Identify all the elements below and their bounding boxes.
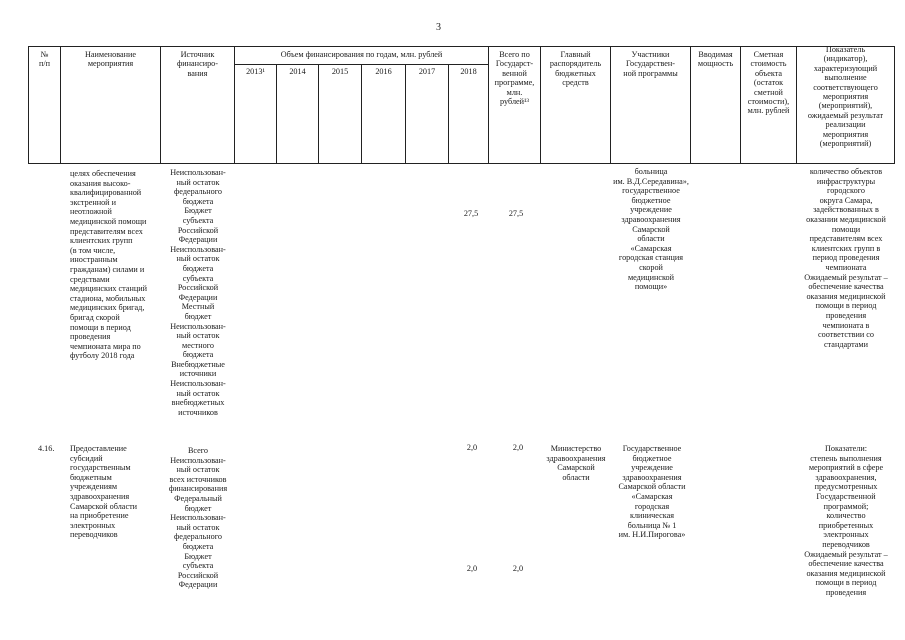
header-budget-manager: Главный распорядитель бюджетных средств xyxy=(549,50,602,88)
row2-regional-total: 2,0 xyxy=(512,564,524,573)
row2-measure-name: Предоставление субсидий государственным бюджетным учреждениям здравоохранения Самарской области на приобретение электронных переводчиков xyxy=(70,444,138,540)
header-bottom-border xyxy=(28,163,895,164)
row1-financing-sources: Неиспользован- ный остаток федерального бюджета Бюджет субъекта Российской Федерации Неиспользован- ный остаток бюджета субъекта Российской Федерации Местный бюджет Неиспользован- ный остаток местного бюджета Внебюджетные источники Неиспользован- ный остаток внебюджетных источников xyxy=(170,168,226,417)
col-divider xyxy=(894,46,895,164)
col-divider xyxy=(361,64,362,164)
header-indicator: Показатель (индикатор), характеризующий выполнение соответствующего мероприятия (мероприятий), ожидаемый результат реализации мероприятия (мероприятий) xyxy=(807,45,884,149)
col-divider xyxy=(448,64,449,164)
row2-indicator: Показатели: степень выполнения мероприятий в сфере здравоохранения, предусмотренных Государственной программой; количество приобретенных электронных переводчиков Ожидаемый результат – обеспечение качества оказания медицинской помощи в период проведения xyxy=(804,444,888,597)
header-year-2013: 2013¹ xyxy=(246,67,265,76)
header-program-total: Всего по Государст- венной программе, млн. рублей¹³ xyxy=(494,50,535,107)
table-top-border xyxy=(28,46,895,47)
row2-value-2018-regional: 2,0 xyxy=(466,564,478,573)
header-estimated-cost: Сметная стоимость объекта (остаток сметной стоимости), млн. рублей xyxy=(747,50,790,116)
header-capacity: Вводимая мощность xyxy=(697,50,734,69)
header-year-2017: 2017 xyxy=(418,67,436,76)
row2-program-total: 2,0 xyxy=(512,443,524,452)
row2-number: 4.16. xyxy=(38,444,55,453)
page-number: 3 xyxy=(436,22,441,33)
row2-budget-manager: Министерство здравоохранения Самарской области xyxy=(546,444,606,482)
row1-measure-name: целях обеспечения оказания высоко- квалифицированной экстренной и неотложной медицинской помощи представителям всех клиентских групп (в том числе, иностранным гражданам) силами и средствами медицинских станций стадиона, мобильных медицинских бригад, бригад скорой помощи в период проведения чемпионата мира по футболу 2018 года xyxy=(70,169,148,361)
row1-participants: больница им. В.Д.Середавина», государственное бюджетное учреждение здравоохранения Самарской области «Самарская городская станция скорой медицинской помощи» xyxy=(613,167,689,292)
header-financing-volume: Объем финансирования по годам, млн. рублей xyxy=(280,50,443,59)
header-year-2018: 2018 xyxy=(460,67,477,76)
header-measure-name: Наименование мероприятия xyxy=(84,50,136,69)
row1-value-2018: 27,5 xyxy=(463,209,479,218)
col-divider xyxy=(405,64,406,164)
header-program-participants: Участники Государствен- ной программы xyxy=(623,50,678,78)
row2-value-2018-total: 2,0 xyxy=(466,443,478,452)
col-divider xyxy=(276,64,277,164)
header-number: № п/п xyxy=(38,50,51,69)
col-divider xyxy=(234,46,235,164)
row1-total-value: 27,5 xyxy=(508,209,524,218)
header-year-2015: 2015 xyxy=(331,67,349,76)
header-financing-source: Источник финансиро- вания xyxy=(176,50,218,78)
col-divider xyxy=(318,64,319,164)
row2-financing-sources: Всего Неиспользован- ный остаток всех источников финансирования Федеральный бюджет Неиспользован- ный остаток федерального бюджета Бюджет субъекта Российской Федерации xyxy=(168,446,228,590)
header-year-2016: 2016 xyxy=(375,67,392,76)
row1-indicator: количество объектов инфраструктуры городского округа Самара, задействованных в оказании медицинской помощи представителям всех клиентских групп в период проведения чемпионата Ожидаемый результат – обеспечение качества оказания медицинской помощи в период проведения чемпионата в соответствии со стандартами xyxy=(804,167,888,349)
header-year-2014: 2014 xyxy=(289,67,306,76)
row2-participants: Государственное бюджетное учреждение здравоохранения Самарской области «Самарская городская клиническая больница № 1 им. Н.И.Пирогова» xyxy=(618,444,686,540)
